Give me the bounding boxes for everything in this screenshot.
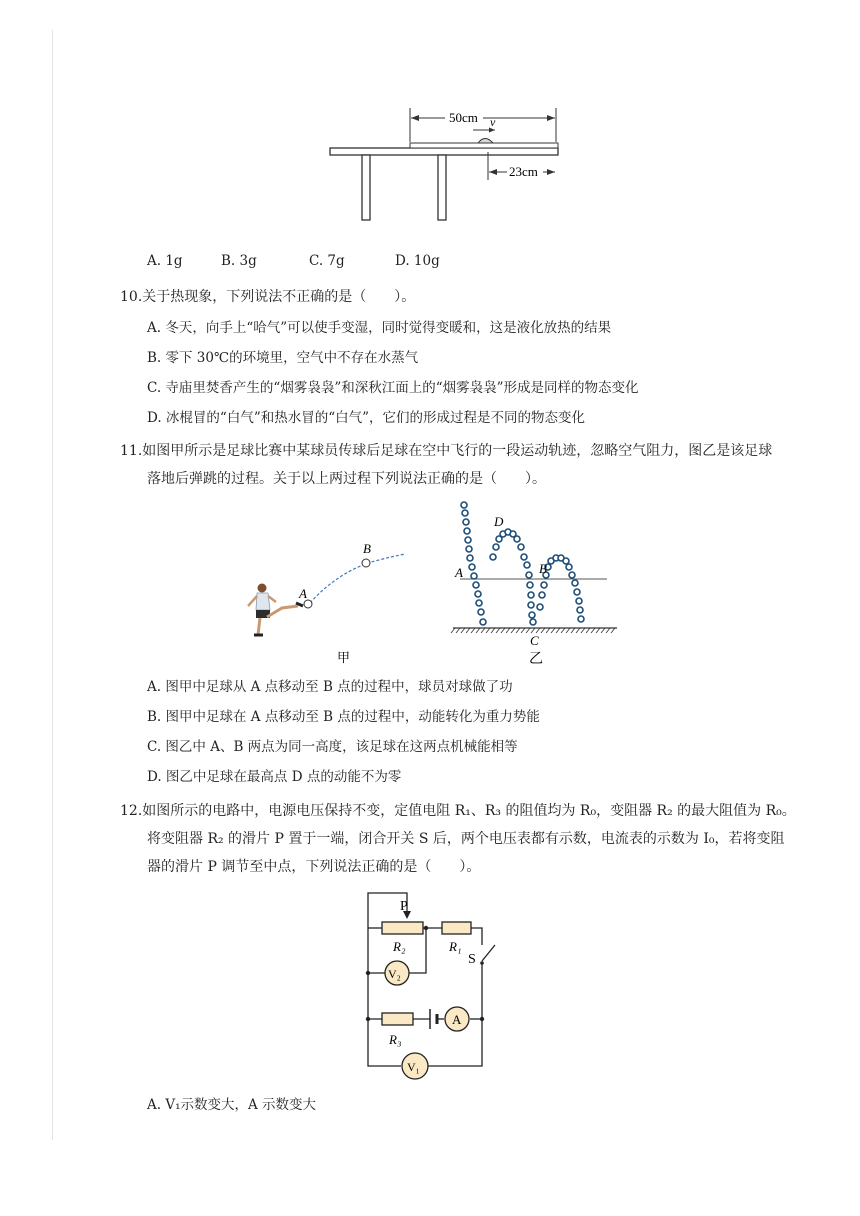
ground-hatch	[551, 628, 555, 633]
ground-hatch	[506, 628, 510, 633]
ground-hatch	[481, 628, 485, 633]
ball-snapshot	[518, 544, 524, 550]
q12-stem-line1: 12.如图所示的电路中，电源电压保持不变，定值电阻 R₁、R₃ 的阻值均为 R₀，变阻器 R₂ 的最大阻值为 R₀。	[120, 803, 796, 819]
ground-hatch	[456, 628, 460, 633]
ball-snapshot	[467, 555, 473, 561]
ground-hatch	[521, 628, 525, 633]
ground-hatch	[561, 628, 565, 633]
ball-snapshot	[528, 592, 534, 598]
ball-snapshot	[539, 592, 545, 598]
ball-snapshot	[529, 612, 535, 618]
ground-hatch	[591, 628, 595, 633]
q9-label-23cm: 23cm	[509, 164, 538, 179]
circuit-label-r2: R₂	[393, 939, 406, 954]
q12-circuit-diagram	[360, 885, 500, 1085]
ball-snapshot	[476, 600, 482, 606]
q12-stem-line2: 将变阻器 R₂ 的滑片 P 置于一端，闭合开关 S 后，两个电压表都有示数，电流表的示数为 I₀，若将变阻	[147, 831, 785, 847]
ground-hatch	[586, 628, 590, 633]
ball-snapshot	[462, 510, 468, 516]
q9-table-figure	[325, 100, 565, 225]
ball-snapshot	[569, 572, 575, 578]
ball-snapshot	[574, 589, 580, 595]
player-figure	[248, 584, 303, 636]
ball-snapshot	[563, 558, 569, 564]
ball-snapshot	[576, 598, 582, 604]
q10-option-a: A. 冬天，向手上“哈气”可以使手变湿，同时觉得变暖和，这是液化放热的结果	[147, 320, 612, 336]
ground-hatch	[466, 628, 470, 633]
q11-jia-label-a: A	[299, 586, 307, 601]
q10-option-b: B. 零下 30℃的环境里，空气中不存在水蒸气	[147, 350, 419, 366]
q11-option-d: D. 图乙中足球在最高点 D 点的动能不为零	[147, 769, 402, 785]
ground-hatch	[611, 628, 615, 633]
ball-snapshot	[530, 619, 536, 625]
ground-hatch	[461, 628, 465, 633]
ball-snapshot	[478, 609, 484, 615]
ball-snapshot	[493, 544, 499, 550]
q10-stem: 10.关于热现象，下列说法不正确的是（ ）。	[120, 289, 416, 305]
circuit-label-v2: V₂	[388, 967, 401, 981]
ball-snapshot	[466, 546, 472, 552]
q11-option-c: C. 图乙中 A、B 两点为同一高度，该足球在这两点机械能相等	[147, 739, 518, 755]
circuit-label-a: A	[452, 1012, 462, 1027]
ball-snapshot	[490, 554, 496, 560]
q9-option-d: D. 10g	[395, 253, 440, 269]
ball-snapshot	[526, 572, 532, 578]
ground-hatch	[491, 628, 495, 633]
resistor-r2	[382, 922, 423, 934]
ground-hatch	[486, 628, 490, 633]
q11-ball-b	[362, 559, 370, 567]
ball-snapshot	[578, 616, 584, 622]
q10-option-d: D. 冰棍冒的“白气”和热水冒的“白气”，它们的形成过程是不同的物态变化	[147, 410, 586, 426]
q11-yi-label-d: D	[494, 514, 504, 529]
q11-option-b: B. 图甲中足球在 A 点移动至 B 点的过程中，动能转化为重力势能	[147, 709, 540, 725]
ball-snapshot	[537, 604, 543, 610]
ground-hatch	[596, 628, 600, 633]
q10-option-c: C. 寺庙里焚香产生的“烟雾袅袅”和深秋江面上的“烟雾袅袅”形成是同样的物态变化	[147, 380, 639, 396]
ball-snapshot	[566, 564, 572, 570]
ball-snapshot	[473, 582, 479, 588]
ball-snapshot	[572, 580, 578, 586]
ground-hatch	[501, 628, 505, 633]
q9-option-b: B. 3g	[221, 253, 257, 269]
circuit-label-p: P	[400, 899, 408, 914]
ground-hatch	[496, 628, 500, 633]
ball-snapshot	[577, 607, 583, 613]
ball-snapshot	[475, 591, 481, 597]
q11-option-a: A. 图甲中足球从 A 点移动至 B 点的过程中，球员对球做了功	[147, 679, 513, 695]
ball-snapshot	[514, 536, 520, 542]
q11-figure-yi	[445, 495, 625, 670]
ground-hatch	[576, 628, 580, 633]
resistor-r3	[382, 1013, 413, 1025]
q9-option-a: A. 1g	[147, 253, 183, 269]
q9-option-c: C. 7g	[309, 253, 345, 269]
ball-snapshot	[527, 582, 533, 588]
ground-hatch	[581, 628, 585, 633]
q11-figure-jia	[240, 540, 410, 670]
circuit-label-r3: R₃	[389, 1032, 402, 1047]
q11-stem-line2: 落地后弹跳的过程。关于以上两过程下列说法正确的是（ ）。	[147, 471, 546, 487]
circuit-label-s: S	[468, 952, 476, 967]
ground-hatch	[546, 628, 550, 633]
q9-label-50cm: 50cm	[449, 110, 478, 125]
ground-hatch	[511, 628, 515, 633]
ground-hatch	[471, 628, 475, 633]
ball-snapshot	[464, 528, 470, 534]
ball-snapshot	[461, 502, 467, 508]
ball-snapshot	[471, 573, 477, 579]
ground-hatch	[556, 628, 560, 633]
binding-margin-line	[52, 30, 53, 1140]
q11-ball-a	[304, 600, 312, 608]
circuit-label-v1: V₁	[407, 1060, 420, 1074]
ball-snapshot	[541, 582, 547, 588]
q11-jia-caption: 甲	[337, 650, 351, 665]
q12-option-a: A. V₁示数变大，A 示数变大	[147, 1097, 317, 1113]
ground-hatch	[476, 628, 480, 633]
ground-hatch	[541, 628, 545, 633]
ball-snapshot	[480, 619, 486, 625]
q12-stem-line3: 器的滑片 P 调节至中点，下列说法正确的是（ ）。	[147, 859, 481, 875]
ground-hatch	[451, 628, 455, 633]
q11-jia-label-b: B	[363, 541, 371, 556]
ground-hatch	[516, 628, 520, 633]
ground-hatch	[571, 628, 575, 633]
ground-hatch	[601, 628, 605, 633]
ball-snapshot	[521, 554, 527, 560]
q11-yi-label-a: A	[455, 565, 463, 580]
ground-hatch	[566, 628, 570, 633]
q11-yi-label-b: B	[539, 561, 547, 576]
ball-snapshot	[524, 562, 530, 568]
ball-snapshot	[469, 564, 475, 570]
q11-yi-caption: 乙	[529, 652, 543, 667]
ground-hatch	[606, 628, 610, 633]
ball-snapshot	[528, 602, 534, 608]
ball-snapshot	[465, 537, 471, 543]
q11-yi-label-c: C	[530, 633, 539, 648]
q9-label-v: v	[490, 115, 496, 129]
q11-stem-line1: 11.如图甲所示是足球比赛中某球员传球后足球在空中飞行的一段运动轨迹，忽略空气阻力，图乙是该足球	[120, 443, 773, 459]
circuit-label-r1: R₁	[449, 939, 462, 954]
resistor-r1	[442, 922, 471, 934]
ball-snapshot	[463, 519, 469, 525]
